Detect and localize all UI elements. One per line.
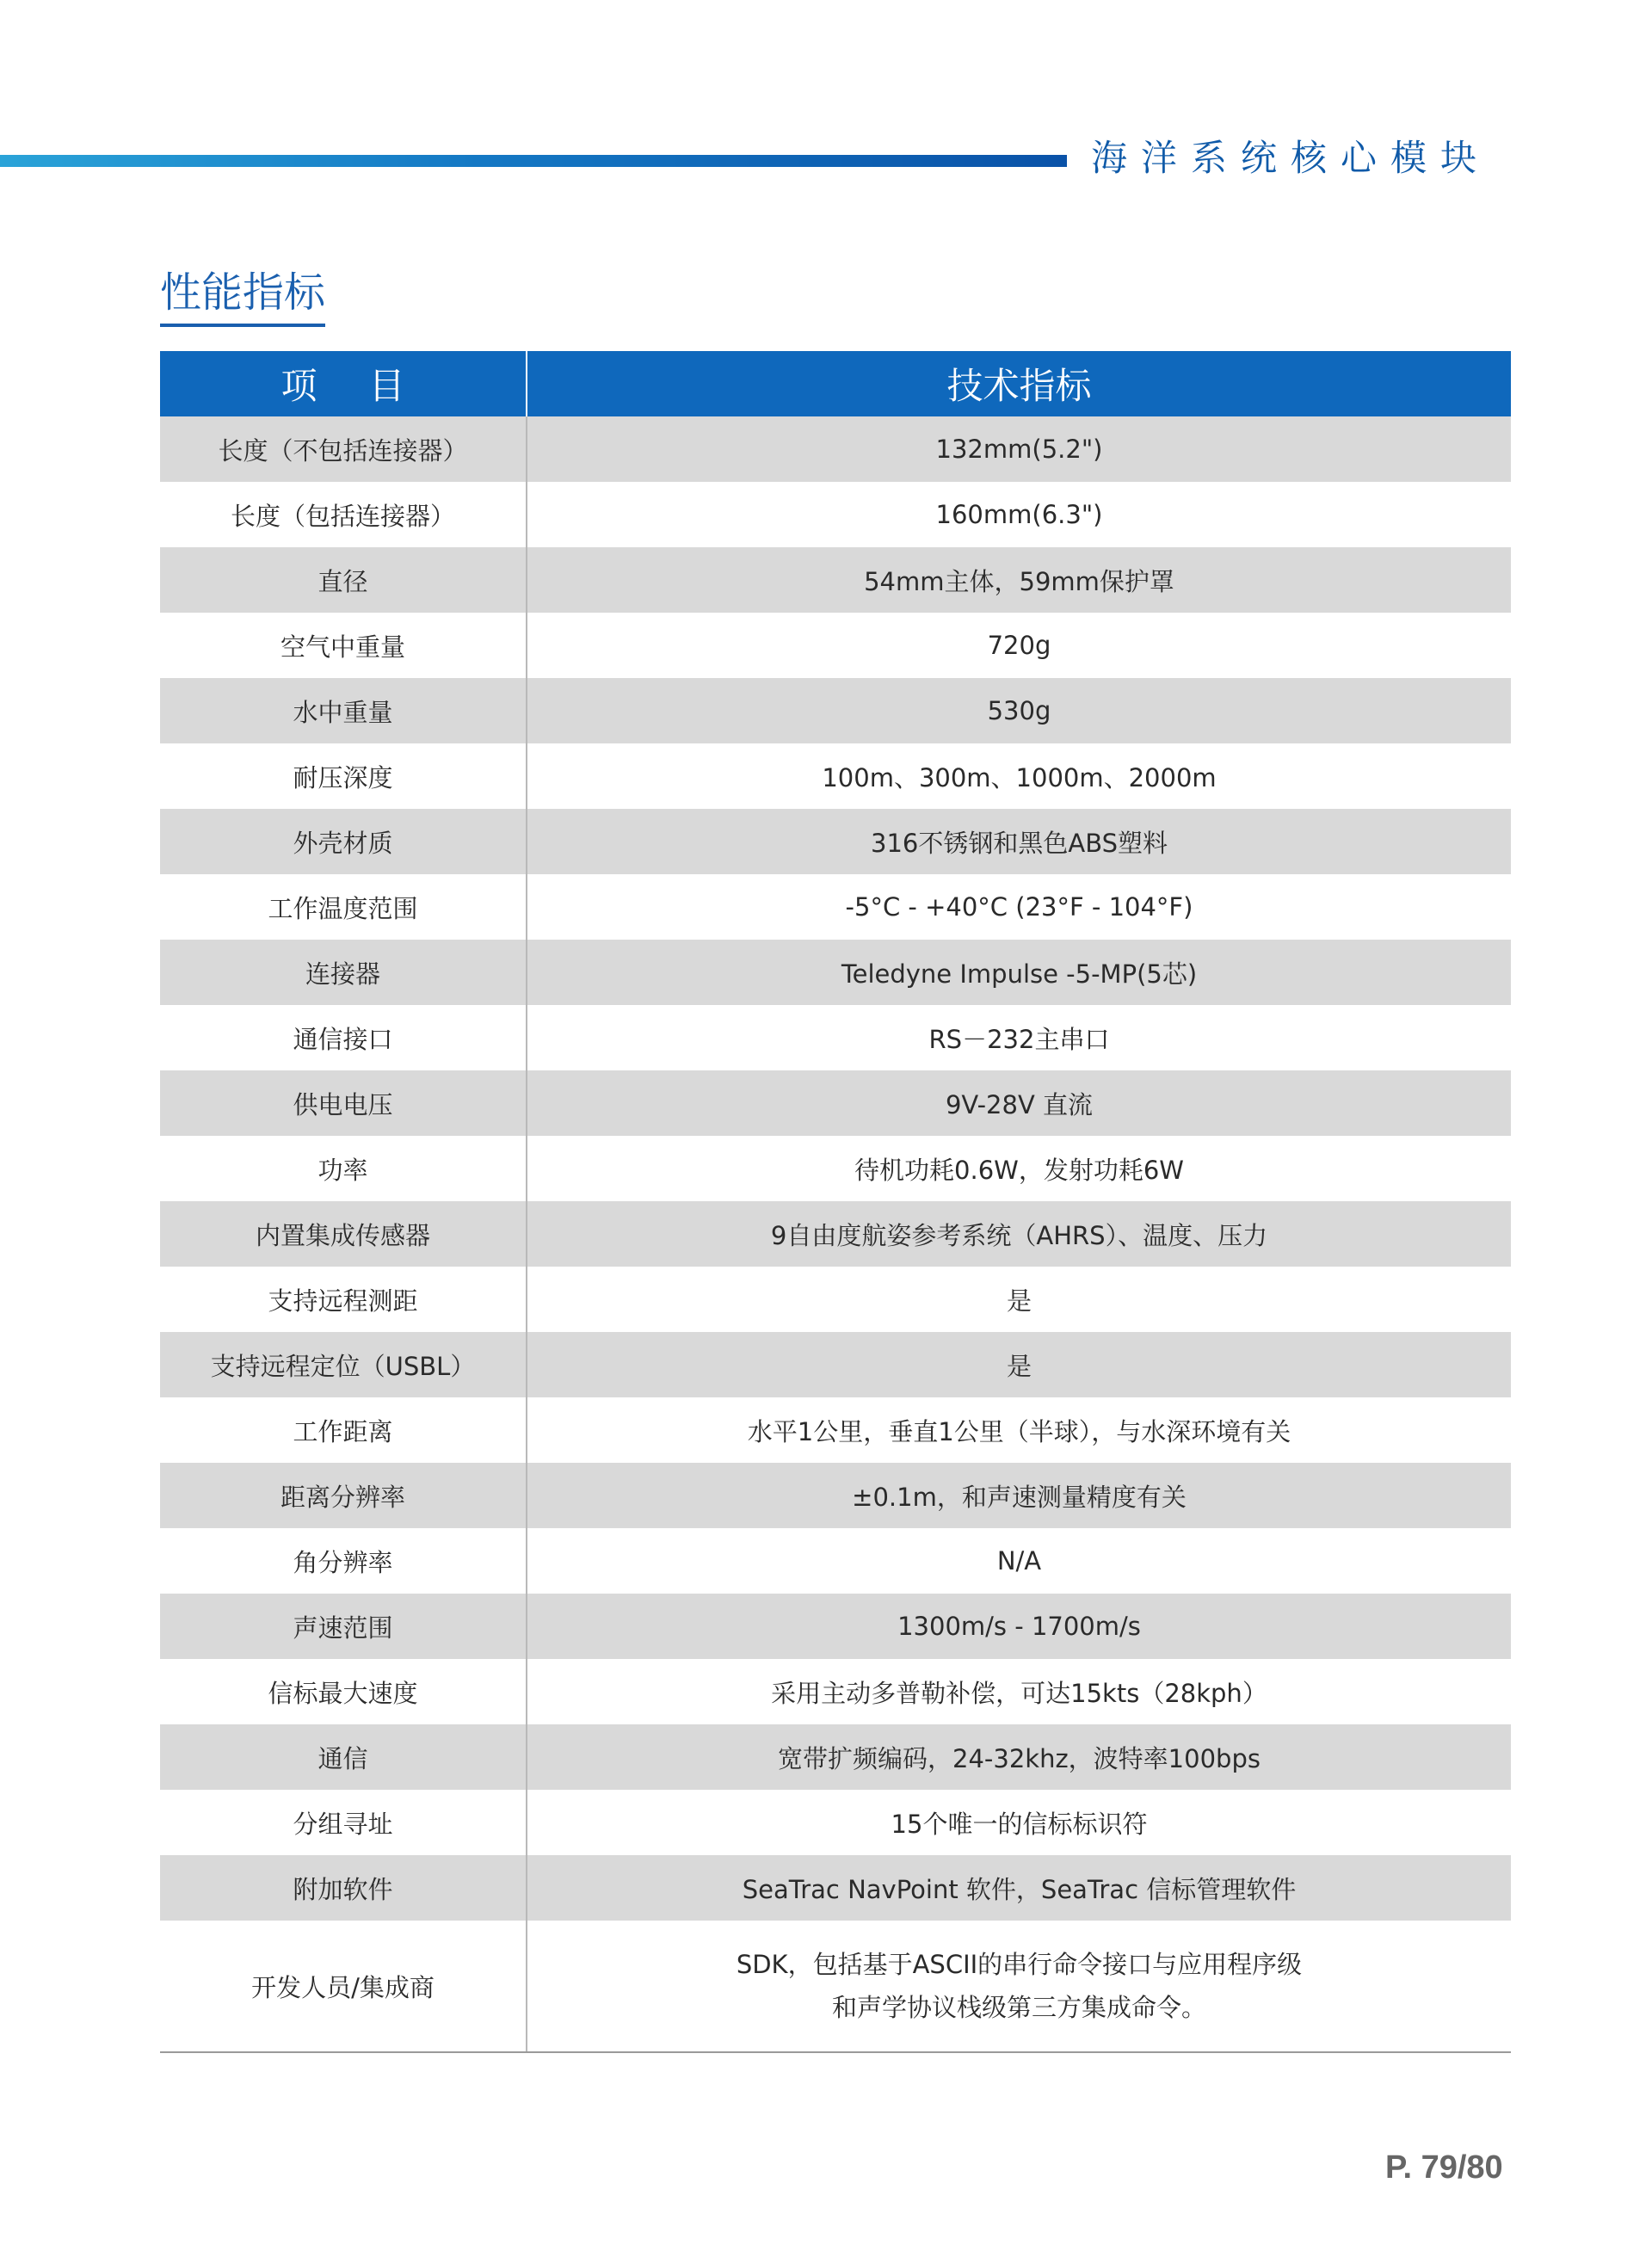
table-row bbox=[160, 809, 1511, 874]
table-row bbox=[160, 416, 1511, 482]
table-row bbox=[160, 940, 1511, 1005]
row-value: 530g bbox=[527, 678, 1511, 743]
row-key: 水中重量 bbox=[160, 678, 527, 743]
row-key: 支持远程测距 bbox=[160, 1267, 527, 1332]
table-row bbox=[160, 1136, 1511, 1201]
table-row bbox=[160, 1397, 1511, 1463]
row-value: 160mm(6.3") bbox=[527, 482, 1511, 547]
row-key: 角分辨率 bbox=[160, 1528, 527, 1594]
row-key: 直径 bbox=[160, 547, 527, 613]
row-key: 空气中重量 bbox=[160, 613, 527, 678]
table-row bbox=[160, 1659, 1511, 1724]
row-key: 开发人员/集成商 bbox=[160, 1921, 527, 2052]
table-row bbox=[160, 1332, 1511, 1397]
row-value: 132mm(5.2") bbox=[527, 416, 1511, 482]
row-value-line-1: SDK，包括基于ASCII的串行命令接口与应用程序级 bbox=[736, 1950, 1303, 1979]
table-row bbox=[160, 678, 1511, 743]
spec-table bbox=[160, 351, 1511, 2053]
row-key: 信标最大速度 bbox=[160, 1659, 527, 1724]
row-key: 工作温度范围 bbox=[160, 874, 527, 940]
page-number: P. 79/80 bbox=[1385, 2149, 1503, 2186]
table-row bbox=[160, 1594, 1511, 1659]
row-key: 耐压深度 bbox=[160, 743, 527, 809]
table-row bbox=[160, 1005, 1511, 1070]
header-spec-col: 技术指标 bbox=[527, 351, 1511, 416]
row-value: 316不锈钢和黑色ABS塑料 bbox=[527, 809, 1511, 874]
row-key: 分组寻址 bbox=[160, 1790, 527, 1855]
row-value: 是 bbox=[527, 1267, 1511, 1332]
row-value: 720g bbox=[527, 613, 1511, 678]
row-key: 连接器 bbox=[160, 940, 527, 1005]
row-value: SeaTrac NavPoint 软件，SeaTrac 信标管理软件 bbox=[527, 1855, 1511, 1921]
row-key: 外壳材质 bbox=[160, 809, 527, 874]
table-row bbox=[160, 874, 1511, 940]
row-value: ±0.1m，和声速测量精度有关 bbox=[527, 1463, 1511, 1528]
row-value: Teledyne Impulse -5-MP(5芯) bbox=[527, 940, 1511, 1005]
table-row bbox=[160, 1724, 1511, 1790]
row-value: 宽带扩频编码，24-32khz，波特率100bps bbox=[527, 1724, 1511, 1790]
table-row-last bbox=[160, 1921, 1511, 2052]
row-value: N/A bbox=[527, 1528, 1511, 1594]
row-value: 15个唯一的信标标识符 bbox=[527, 1790, 1511, 1855]
row-value: 1300m/s - 1700m/s bbox=[527, 1594, 1511, 1659]
row-key: 附加软件 bbox=[160, 1855, 527, 1921]
row-key: 声速范围 bbox=[160, 1594, 527, 1659]
row-key: 通信 bbox=[160, 1724, 527, 1790]
header-item-col: 项目 bbox=[160, 351, 527, 416]
header-title: 海洋系统核心模块 bbox=[1091, 137, 1491, 179]
row-key: 功率 bbox=[160, 1136, 527, 1201]
row-value: RS－232主串口 bbox=[527, 1005, 1511, 1070]
row-value: 54mm主体，59mm保护罩 bbox=[527, 547, 1511, 613]
row-value bbox=[527, 1921, 1511, 2052]
row-value: -5°C - +40°C (23°F - 104°F) bbox=[527, 874, 1511, 940]
row-value: 100m、300m、1000m、2000m bbox=[527, 743, 1511, 809]
section-title: 性能指标 bbox=[160, 265, 325, 327]
row-key: 工作距离 bbox=[160, 1397, 527, 1463]
table-row bbox=[160, 1790, 1511, 1855]
header-gradient-bar bbox=[0, 155, 1067, 167]
row-value: 9自由度航姿参考系统（AHRS）、温度、压力 bbox=[527, 1201, 1511, 1267]
row-key: 通信接口 bbox=[160, 1005, 527, 1070]
spec-table-body bbox=[160, 416, 1511, 2052]
table-row bbox=[160, 1463, 1511, 1528]
table-row bbox=[160, 1528, 1511, 1594]
row-value: 水平1公里，垂直1公里（半球），与水深环境有关 bbox=[527, 1397, 1511, 1463]
row-key: 长度（包括连接器） bbox=[160, 482, 527, 547]
row-value: 9V-28V 直流 bbox=[527, 1070, 1511, 1136]
table-row bbox=[160, 482, 1511, 547]
table-row bbox=[160, 1267, 1511, 1332]
table-header-row bbox=[160, 351, 1511, 416]
row-key: 支持远程定位（USBL） bbox=[160, 1332, 527, 1397]
table-row bbox=[160, 1855, 1511, 1921]
row-value: 是 bbox=[527, 1332, 1511, 1397]
row-value-line-2: 和声学协议栈级第三方集成命令。 bbox=[831, 1993, 1206, 2022]
table-row bbox=[160, 547, 1511, 613]
table-row bbox=[160, 743, 1511, 809]
row-value: 待机功耗0.6W，发射功耗6W bbox=[527, 1136, 1511, 1201]
table-row bbox=[160, 613, 1511, 678]
row-key: 距离分辨率 bbox=[160, 1463, 527, 1528]
row-value: 采用主动多普勒补偿，可达15kts（28kph） bbox=[527, 1659, 1511, 1724]
table-row bbox=[160, 1070, 1511, 1136]
table-row bbox=[160, 1201, 1511, 1267]
row-key: 长度（不包括连接器） bbox=[160, 416, 527, 482]
row-key: 供电电压 bbox=[160, 1070, 527, 1136]
row-key: 内置集成传感器 bbox=[160, 1201, 527, 1267]
